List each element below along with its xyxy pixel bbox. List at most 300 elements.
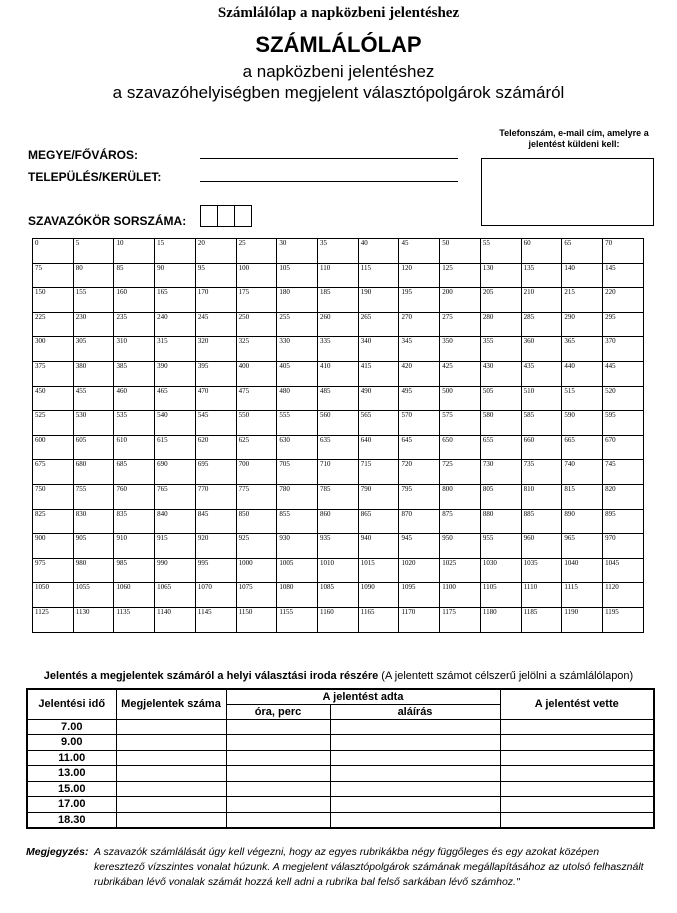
report-row	[27, 719, 654, 735]
tally-cell[interactable]: 140	[562, 263, 603, 288]
note-label: Megjegyzés:	[26, 846, 89, 858]
tally-cell[interactable]: 465	[155, 386, 196, 411]
tally-cell[interactable]: 955	[480, 534, 521, 559]
tally-cell[interactable]: 345	[399, 337, 440, 362]
report-time-cell: 15.00	[27, 781, 116, 797]
tally-cell[interactable]: 1010	[318, 558, 359, 583]
tally-cell[interactable]: 940	[358, 534, 399, 559]
tally-cell[interactable]: 760	[114, 484, 155, 509]
report-count-cell[interactable]	[116, 766, 226, 782]
tally-cell[interactable]: 705	[277, 460, 318, 485]
tally-cell[interactable]: 410	[318, 361, 359, 386]
tally-row	[33, 288, 644, 313]
tally-cell[interactable]: 1035	[521, 558, 562, 583]
report-given-time-cell[interactable]	[226, 719, 330, 735]
tally-cell[interactable]: 40	[358, 239, 399, 264]
tally-cell[interactable]: 570	[399, 411, 440, 436]
tally-cell[interactable]: 1115	[562, 583, 603, 608]
report-given-time-cell[interactable]	[226, 812, 330, 828]
tally-cell[interactable]: 965	[562, 534, 603, 559]
col-header-given-time: óra, perc	[226, 704, 330, 719]
tally-cell[interactable]: 875	[440, 509, 481, 534]
tally-cell[interactable]: 365	[562, 337, 603, 362]
tally-row	[33, 460, 644, 485]
tally-cell[interactable]: 380	[73, 361, 114, 386]
tally-cell[interactable]: 910	[114, 534, 155, 559]
tally-cell[interactable]: 100	[236, 263, 277, 288]
tally-cell[interactable]: 595	[603, 411, 644, 436]
tally-cell[interactable]: 495	[399, 386, 440, 411]
tally-cell[interactable]: 870	[399, 509, 440, 534]
report-given-sign-cell[interactable]	[330, 797, 500, 813]
col-header-time: Jelentési idő	[27, 689, 116, 719]
tally-cell[interactable]: 45	[399, 239, 440, 264]
col-header-count: Megjelentek száma	[116, 689, 226, 719]
tally-cell[interactable]: 735	[521, 460, 562, 485]
tally-cell[interactable]: 1030	[480, 558, 521, 583]
tally-cell[interactable]: 880	[480, 509, 521, 534]
tally-cell[interactable]: 415	[358, 361, 399, 386]
report-received-cell[interactable]	[500, 735, 654, 751]
tally-cell[interactable]: 130	[480, 263, 521, 288]
tally-cell[interactable]: 470	[195, 386, 236, 411]
tally-cell[interactable]: 725	[440, 460, 481, 485]
report-given-time-cell[interactable]	[226, 797, 330, 813]
tally-cell[interactable]: 770	[195, 484, 236, 509]
tally-cell[interactable]: 50	[440, 239, 481, 264]
tally-cell[interactable]: 1165	[358, 607, 399, 632]
tally-cell[interactable]: 915	[155, 534, 196, 559]
tally-cell[interactable]: 1120	[603, 583, 644, 608]
tally-cell[interactable]: 95	[195, 263, 236, 288]
tally-cell[interactable]: 395	[195, 361, 236, 386]
tally-cell[interactable]: 815	[562, 484, 603, 509]
tally-cell[interactable]: 35	[318, 239, 359, 264]
report-received-cell[interactable]	[500, 781, 654, 797]
tally-cell[interactable]: 485	[318, 386, 359, 411]
tally-cell[interactable]: 320	[195, 337, 236, 362]
tally-cell[interactable]: 900	[33, 534, 74, 559]
tally-cell[interactable]: 825	[33, 509, 74, 534]
tally-cell[interactable]: 550	[236, 411, 277, 436]
tally-cell[interactable]: 930	[277, 534, 318, 559]
tally-cell[interactable]: 660	[521, 435, 562, 460]
digit-box[interactable]	[234, 205, 252, 227]
tally-cell[interactable]: 1155	[277, 607, 318, 632]
tally-cell[interactable]: 450	[33, 386, 74, 411]
tally-cell[interactable]: 505	[480, 386, 521, 411]
tally-cell[interactable]: 265	[358, 312, 399, 337]
tally-cell[interactable]: 30	[277, 239, 318, 264]
tally-cell[interactable]: 935	[318, 534, 359, 559]
tally-cell[interactable]: 545	[195, 411, 236, 436]
tally-cell[interactable]: 790	[358, 484, 399, 509]
tally-cell[interactable]: 120	[399, 263, 440, 288]
report-given-sign-cell[interactable]	[330, 750, 500, 766]
report-given-time-cell[interactable]	[226, 766, 330, 782]
tally-cell[interactable]: 995	[195, 558, 236, 583]
tally-cell[interactable]: 1080	[277, 583, 318, 608]
tally-cell[interactable]: 235	[114, 312, 155, 337]
tally-cell[interactable]: 645	[399, 435, 440, 460]
tally-cell[interactable]: 1085	[318, 583, 359, 608]
tally-cell[interactable]: 15	[155, 239, 196, 264]
tally-cell[interactable]: 400	[236, 361, 277, 386]
tally-cell[interactable]: 950	[440, 534, 481, 559]
report-given-sign-cell[interactable]	[330, 781, 500, 797]
tally-cell[interactable]: 405	[277, 361, 318, 386]
tally-cell[interactable]: 230	[73, 312, 114, 337]
tally-cell[interactable]: 215	[562, 288, 603, 313]
tally-row	[33, 239, 644, 264]
tally-cell[interactable]: 315	[155, 337, 196, 362]
tally-cell[interactable]: 310	[114, 337, 155, 362]
tally-cell[interactable]: 260	[318, 312, 359, 337]
digit-box[interactable]	[200, 205, 218, 227]
tally-cell[interactable]: 750	[33, 484, 74, 509]
report-given-time-cell[interactable]	[226, 781, 330, 797]
col-header-received: A jelentést vette	[500, 689, 654, 719]
tally-cell[interactable]: 135	[521, 263, 562, 288]
tally-cell[interactable]: 185	[318, 288, 359, 313]
report-count-cell[interactable]	[116, 812, 226, 828]
tally-cell[interactable]: 280	[480, 312, 521, 337]
tally-cell[interactable]: 155	[73, 288, 114, 313]
form-subtitle-1: a napközbeni jelentéshez	[242, 62, 435, 81]
tally-cell[interactable]: 680	[73, 460, 114, 485]
tally-cell[interactable]: 610	[114, 435, 155, 460]
tally-cell[interactable]: 980	[73, 558, 114, 583]
tally-cell[interactable]: 455	[73, 386, 114, 411]
county-label: MEGYE/FŐVÁROS:	[28, 148, 139, 162]
tally-cell[interactable]: 655	[480, 435, 521, 460]
tally-cell[interactable]: 355	[480, 337, 521, 362]
tally-cell[interactable]: 850	[236, 509, 277, 534]
tally-cell[interactable]: 1150	[236, 607, 277, 632]
tally-cell[interactable]: 420	[399, 361, 440, 386]
tally-cell[interactable]: 1110	[521, 583, 562, 608]
tally-cell[interactable]: 530	[73, 411, 114, 436]
tally-cell[interactable]: 845	[195, 509, 236, 534]
tally-cell[interactable]: 575	[440, 411, 481, 436]
tally-cell[interactable]: 80	[73, 263, 114, 288]
tally-cell[interactable]: 1145	[195, 607, 236, 632]
tally-cell[interactable]: 1015	[358, 558, 399, 583]
tally-cell[interactable]: 1105	[480, 583, 521, 608]
tally-cell[interactable]: 430	[480, 361, 521, 386]
tally-cell[interactable]: 1180	[480, 607, 521, 632]
tally-cell[interactable]: 925	[236, 534, 277, 559]
tally-cell[interactable]: 440	[562, 361, 603, 386]
tally-cell[interactable]: 255	[277, 312, 318, 337]
tally-cell[interactable]: 885	[521, 509, 562, 534]
tally-cell[interactable]: 250	[236, 312, 277, 337]
tally-cell[interactable]: 860	[318, 509, 359, 534]
tally-cell[interactable]: 1020	[399, 558, 440, 583]
tally-cell[interactable]: 1125	[33, 607, 74, 632]
tally-cell[interactable]: 1170	[399, 607, 440, 632]
tally-cell[interactable]: 605	[73, 435, 114, 460]
tally-cell[interactable]: 890	[562, 509, 603, 534]
tally-cell[interactable]: 1045	[603, 558, 644, 583]
tally-cell[interactable]: 810	[521, 484, 562, 509]
tally-cell[interactable]: 220	[603, 288, 644, 313]
tally-cell[interactable]: 445	[603, 361, 644, 386]
tally-cell[interactable]: 730	[480, 460, 521, 485]
report-given-sign-cell[interactable]	[330, 735, 500, 751]
tally-cell[interactable]: 60	[521, 239, 562, 264]
tally-cell[interactable]: 945	[399, 534, 440, 559]
tally-cell[interactable]: 585	[521, 411, 562, 436]
tally-cell[interactable]: 970	[603, 534, 644, 559]
tally-cell[interactable]: 1130	[73, 607, 114, 632]
tally-row	[33, 583, 644, 608]
tally-cell[interactable]: 1075	[236, 583, 277, 608]
tally-cell[interactable]: 905	[73, 534, 114, 559]
tally-cell[interactable]: 105	[277, 263, 318, 288]
tally-cell[interactable]: 340	[358, 337, 399, 362]
tally-cell[interactable]: 540	[155, 411, 196, 436]
tally-cell[interactable]: 715	[358, 460, 399, 485]
tally-cell[interactable]: 600	[33, 435, 74, 460]
tally-cell[interactable]: 460	[114, 386, 155, 411]
tally-cell[interactable]: 990	[155, 558, 196, 583]
county-field[interactable]	[200, 158, 458, 159]
tally-cell[interactable]: 675	[33, 460, 74, 485]
tally-cell[interactable]: 1160	[318, 607, 359, 632]
tally-cell[interactable]: 20	[195, 239, 236, 264]
tally-cell[interactable]: 110	[318, 263, 359, 288]
tally-cell[interactable]: 285	[521, 312, 562, 337]
report-row	[27, 766, 654, 782]
tally-row	[33, 337, 644, 362]
report-time-cell: 13.00	[27, 766, 116, 782]
tally-cell[interactable]: 800	[440, 484, 481, 509]
tally-cell[interactable]: 295	[603, 312, 644, 337]
tally-cell[interactable]: 565	[358, 411, 399, 436]
tally-cell[interactable]: 635	[318, 435, 359, 460]
tally-cell[interactable]: 275	[440, 312, 481, 337]
settlement-field[interactable]	[200, 181, 458, 182]
tally-cell[interactable]: 835	[114, 509, 155, 534]
tally-cell[interactable]: 375	[33, 361, 74, 386]
tally-cell[interactable]: 785	[318, 484, 359, 509]
tally-cell[interactable]: 1065	[155, 583, 196, 608]
tally-cell[interactable]: 325	[236, 337, 277, 362]
tally-cell[interactable]: 535	[114, 411, 155, 436]
tally-cell[interactable]: 865	[358, 509, 399, 534]
tally-cell[interactable]: 360	[521, 337, 562, 362]
tally-cell[interactable]: 765	[155, 484, 196, 509]
tally-cell[interactable]: 500	[440, 386, 481, 411]
tally-cell[interactable]: 710	[318, 460, 359, 485]
tally-cell[interactable]: 70	[603, 239, 644, 264]
tally-cell[interactable]: 690	[155, 460, 196, 485]
tally-cell[interactable]: 210	[521, 288, 562, 313]
tally-cell[interactable]: 740	[562, 460, 603, 485]
tally-cell[interactable]: 700	[236, 460, 277, 485]
tally-cell[interactable]: 145	[603, 263, 644, 288]
report-table	[26, 688, 655, 829]
tally-cell[interactable]: 475	[236, 386, 277, 411]
tally-cell[interactable]: 1000	[236, 558, 277, 583]
district-number-label: SZAVAZÓKÖR SORSZÁMA:	[28, 214, 187, 228]
tally-cell[interactable]: 695	[195, 460, 236, 485]
tally-cell[interactable]: 775	[236, 484, 277, 509]
report-row	[27, 735, 654, 751]
report-received-cell[interactable]	[500, 719, 654, 735]
tally-cell[interactable]: 1070	[195, 583, 236, 608]
tally-cell[interactable]: 1090	[358, 583, 399, 608]
tally-cell[interactable]: 665	[562, 435, 603, 460]
tally-cell[interactable]: 5	[73, 239, 114, 264]
tally-cell[interactable]: 1195	[603, 607, 644, 632]
tally-cell[interactable]: 125	[440, 263, 481, 288]
tally-cell[interactable]: 510	[521, 386, 562, 411]
tally-cell[interactable]: 90	[155, 263, 196, 288]
report-received-cell[interactable]	[500, 766, 654, 782]
tally-cell[interactable]: 920	[195, 534, 236, 559]
tally-cell[interactable]: 1185	[521, 607, 562, 632]
tally-cell[interactable]: 830	[73, 509, 114, 534]
tally-cell[interactable]: 525	[33, 411, 74, 436]
report-received-cell[interactable]	[500, 812, 654, 828]
tally-cell[interactable]: 245	[195, 312, 236, 337]
tally-cell[interactable]: 0	[33, 239, 74, 264]
contact-label: Telefonszám, e-mail cím, amelyre a jelentést küldeni kell:	[499, 128, 649, 149]
tally-cell[interactable]: 10	[114, 239, 155, 264]
tally-cell[interactable]: 225	[33, 312, 74, 337]
tally-cell[interactable]: 165	[155, 288, 196, 313]
tally-cell[interactable]: 55	[480, 239, 521, 264]
tally-cell[interactable]: 755	[73, 484, 114, 509]
tally-cell[interactable]: 1050	[33, 583, 74, 608]
tally-cell[interactable]: 180	[277, 288, 318, 313]
tally-cell[interactable]: 615	[155, 435, 196, 460]
tally-cell[interactable]: 820	[603, 484, 644, 509]
tally-cell[interactable]: 330	[277, 337, 318, 362]
tally-cell[interactable]: 650	[440, 435, 481, 460]
tally-cell[interactable]: 640	[358, 435, 399, 460]
tally-cell[interactable]: 625	[236, 435, 277, 460]
report-given-time-cell[interactable]	[226, 735, 330, 751]
tally-cell[interactable]: 780	[277, 484, 318, 509]
report-count-cell[interactable]	[116, 750, 226, 766]
tally-cell[interactable]: 190	[358, 288, 399, 313]
tally-cell[interactable]: 895	[603, 509, 644, 534]
tally-cell[interactable]: 435	[521, 361, 562, 386]
tally-cell[interactable]: 620	[195, 435, 236, 460]
tally-cell[interactable]: 960	[521, 534, 562, 559]
district-number-field[interactable]	[200, 205, 252, 227]
contact-field[interactable]	[481, 158, 654, 226]
tally-cell[interactable]: 170	[195, 288, 236, 313]
report-count-cell[interactable]	[116, 797, 226, 813]
tally-cell[interactable]: 335	[318, 337, 359, 362]
tally-cell[interactable]: 115	[358, 263, 399, 288]
report-time-cell: 9.00	[27, 735, 116, 751]
report-given-time-cell[interactable]	[226, 750, 330, 766]
tally-cell[interactable]: 1100	[440, 583, 481, 608]
tally-cell[interactable]: 290	[562, 312, 603, 337]
tally-cell[interactable]: 670	[603, 435, 644, 460]
page-header-title: Számlálólap a napközbeni jelentéshez	[217, 5, 460, 21]
report-count-cell[interactable]	[116, 719, 226, 735]
report-given-sign-cell[interactable]	[330, 812, 500, 828]
tally-cell[interactable]: 1005	[277, 558, 318, 583]
tally-cell[interactable]: 195	[399, 288, 440, 313]
tally-cell[interactable]: 555	[277, 411, 318, 436]
tally-cell[interactable]: 65	[562, 239, 603, 264]
tally-cell[interactable]: 175	[236, 288, 277, 313]
tally-cell[interactable]: 720	[399, 460, 440, 485]
report-count-cell[interactable]	[116, 735, 226, 751]
tally-cell[interactable]: 25	[236, 239, 277, 264]
tally-cell[interactable]: 520	[603, 386, 644, 411]
digit-box[interactable]	[217, 205, 235, 227]
tally-cell[interactable]: 685	[114, 460, 155, 485]
tally-row	[33, 484, 644, 509]
tally-cell[interactable]: 745	[603, 460, 644, 485]
tally-cell[interactable]: 805	[480, 484, 521, 509]
tally-cell[interactable]: 515	[562, 386, 603, 411]
tally-cell[interactable]: 1025	[440, 558, 481, 583]
tally-cell[interactable]: 1140	[155, 607, 196, 632]
col-header-given: A jelentést adta	[226, 689, 500, 704]
tally-cell[interactable]: 795	[399, 484, 440, 509]
tally-cell[interactable]: 580	[480, 411, 521, 436]
tally-cell[interactable]: 75	[33, 263, 74, 288]
tally-cell[interactable]: 1190	[562, 607, 603, 632]
tally-cell[interactable]: 1175	[440, 607, 481, 632]
tally-cell[interactable]: 150	[33, 288, 74, 313]
tally-cell[interactable]: 200	[440, 288, 481, 313]
tally-cell[interactable]: 1135	[114, 607, 155, 632]
tally-cell[interactable]: 160	[114, 288, 155, 313]
tally-cell[interactable]: 270	[399, 312, 440, 337]
tally-cell[interactable]: 1095	[399, 583, 440, 608]
tally-cell[interactable]: 240	[155, 312, 196, 337]
tally-cell[interactable]: 425	[440, 361, 481, 386]
tally-cell[interactable]: 1060	[114, 583, 155, 608]
tally-cell[interactable]: 390	[155, 361, 196, 386]
tally-cell[interactable]: 855	[277, 509, 318, 534]
tally-cell[interactable]: 385	[114, 361, 155, 386]
report-count-cell[interactable]	[116, 781, 226, 797]
report-received-cell[interactable]	[500, 750, 654, 766]
tally-cell[interactable]: 1055	[73, 583, 114, 608]
tally-cell[interactable]: 1040	[562, 558, 603, 583]
report-given-sign-cell[interactable]	[330, 719, 500, 735]
tally-cell[interactable]: 305	[73, 337, 114, 362]
tally-row	[33, 411, 644, 436]
report-given-sign-cell[interactable]	[330, 766, 500, 782]
tally-cell[interactable]: 300	[33, 337, 74, 362]
tally-cell[interactable]: 975	[33, 558, 74, 583]
tally-cell[interactable]: 560	[318, 411, 359, 436]
tally-cell[interactable]: 840	[155, 509, 196, 534]
tally-cell[interactable]: 630	[277, 435, 318, 460]
report-received-cell[interactable]	[500, 797, 654, 813]
tally-cell[interactable]: 85	[114, 263, 155, 288]
tally-cell[interactable]: 350	[440, 337, 481, 362]
tally-cell[interactable]: 985	[114, 558, 155, 583]
tally-cell[interactable]: 480	[277, 386, 318, 411]
tally-cell[interactable]: 490	[358, 386, 399, 411]
tally-cell[interactable]: 590	[562, 411, 603, 436]
tally-cell[interactable]: 370	[603, 337, 644, 362]
tally-cell[interactable]: 205	[480, 288, 521, 313]
